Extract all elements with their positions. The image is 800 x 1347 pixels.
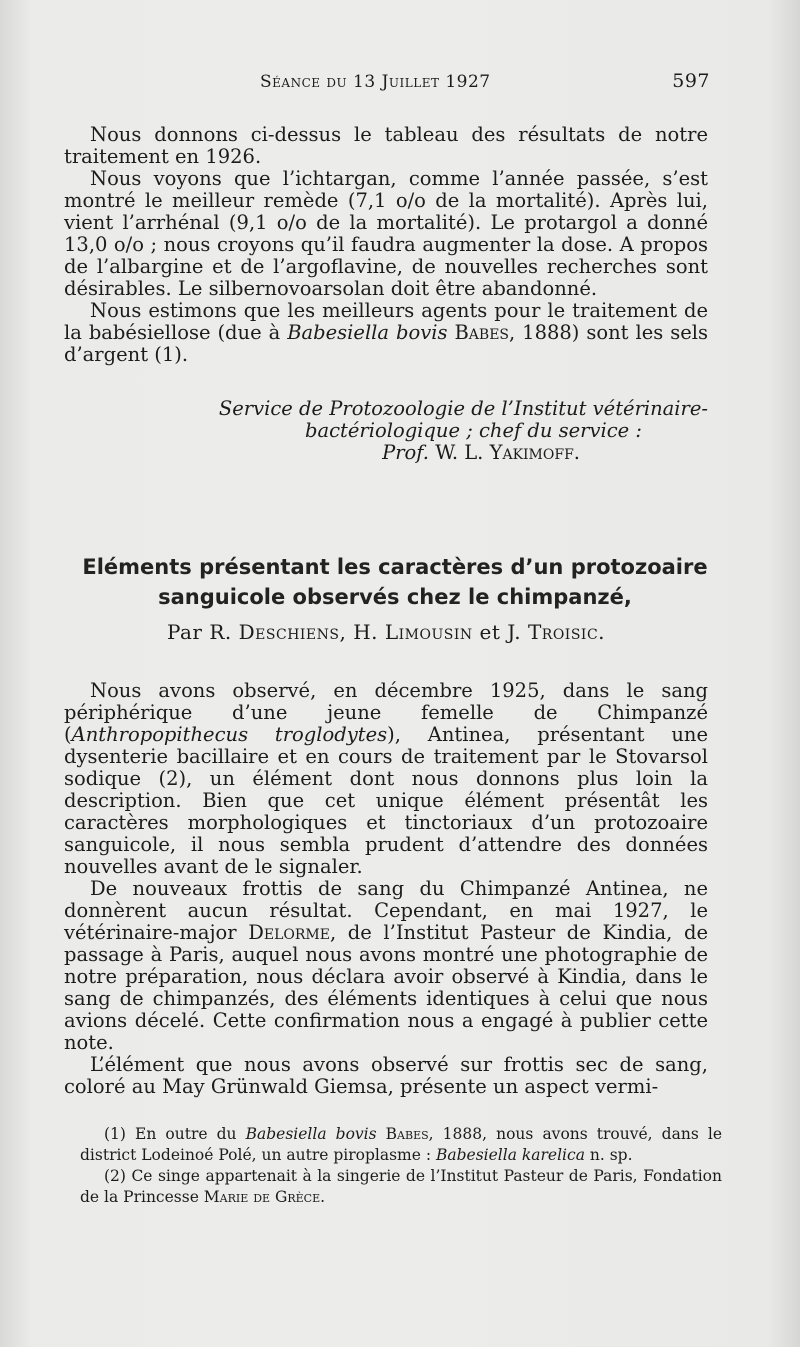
fn2-b: . bbox=[320, 1188, 326, 1206]
fn1-author: Babes bbox=[385, 1125, 429, 1143]
fn1-a: (1) En outre du bbox=[104, 1125, 246, 1143]
species-name-2: Anthropopithecus troglodytes bbox=[71, 723, 388, 746]
article-title bbox=[70, 552, 720, 612]
signature-prof: Prof. bbox=[382, 441, 429, 464]
signature-line-1: Service de Protozoologie de l’Institut vétérinaire- bbox=[218, 397, 708, 420]
para5-b: , de l’Institut Pasteur de Kindia, de passage à Paris, auquel nous avons montré une photographie de notre préparation, nous déclara avoir observé à Kindia, dans le sang de chimpanzés, des éléments identiques à celui que nous avions décelé. Cette confirmation nous a engagé à publier cette note. bbox=[64, 921, 708, 1054]
par-label: Par bbox=[166, 620, 203, 644]
section-1-text bbox=[64, 124, 708, 366]
title-line-2: sanguicole observés chez le chimpanzé, bbox=[158, 585, 632, 609]
paragraph-6: L’élément que nous avons observé sur frottis sec de sang, coloré au May Grünwald Giemsa, présente un aspect vermi- bbox=[64, 1053, 708, 1098]
author-3: J. Troisic. bbox=[507, 620, 606, 644]
para3-before: Nous estimons que les meilleurs agents pour le traitement de la babésiellose (due à bbox=[64, 299, 708, 344]
page-number: 597 bbox=[672, 70, 710, 92]
fn1-b: , 1888, nous avons trouvé, dans le district Lodeinoé Polé, un autre piroplasme : bbox=[80, 1125, 722, 1164]
para3-after: , 1888) sont les sels d’argent (1). bbox=[64, 321, 708, 366]
footnote-2 bbox=[80, 1166, 722, 1208]
et-label: et bbox=[479, 620, 501, 644]
paragraph-4 bbox=[64, 680, 708, 878]
author-2: H. Limousin bbox=[353, 620, 473, 644]
author-1: R. Deschiens, bbox=[209, 620, 347, 644]
fn1-species-2: Babesiella karelica bbox=[435, 1146, 585, 1164]
para5-a: De nouveaux frottis de sang du Chimpanzé Antinea, ne donnèrent aucun résultat. Cependant, en mai 1927, le vétérinaire-major bbox=[64, 877, 708, 944]
paragraph-2: Nous voyons que l’ichtargan, comme l’année passée, s’est montré le meilleur remède (7,1 o/o de la mortalité). Après lui, vient l’arrhénal (9,1 o/o de la mortalité). Le protargol a donné 13,0 o/o ; nous croyons qu’il faudra augmenter la dose. A propos de l’albargine et de l’argoflavine, de nouvelles recherches sont désirables. Le silbernovoarsolan doit être abandonné. bbox=[64, 167, 708, 300]
signature-line-2: bactériologique ; chef du service : bbox=[305, 419, 642, 442]
fn1-species: Babesiella bovis bbox=[245, 1125, 377, 1143]
footnotes bbox=[80, 1124, 722, 1208]
footnote-1 bbox=[80, 1124, 722, 1166]
section-2-text bbox=[64, 680, 708, 1098]
author-name: Babes bbox=[454, 321, 510, 344]
running-title: Séance du 13 Juillet 1927 bbox=[260, 72, 491, 92]
article-authors bbox=[64, 620, 708, 644]
fn1-c: n. sp. bbox=[584, 1146, 633, 1164]
title-line-1: Eléments présentant les caractères d’un protozoaire bbox=[82, 555, 708, 579]
paragraph-5 bbox=[64, 878, 708, 1054]
fn2-a: (2) Ce singe appartenait à la singerie de l’Institut Pasteur de Paris, Fondation de la Princesse bbox=[80, 1167, 722, 1206]
page-header bbox=[90, 66, 710, 96]
paragraph-1: Nous donnons ci-dessus le tableau des résultats de notre traitement en 1926. bbox=[64, 123, 708, 168]
delorme-name: Delorme bbox=[248, 921, 330, 944]
signature-name: W. L. Yakimoff. bbox=[435, 441, 580, 464]
signature-block bbox=[64, 398, 708, 464]
fn2-name: Marie de Grèce bbox=[203, 1188, 321, 1206]
para4-b: ), Antinea, présentant une dysenterie bacillaire et en cours de traitement par le Stovarsol sodique (2), un élément dont nous donnons plus loin la description. Bien que cet unique élément présentât les caractères morphologiques et tinctoriaux d’un protozoaire sanguicole, il nous sembla prudent d’attendre des données nouvelles avant de le signaler. bbox=[64, 723, 708, 878]
paragraph-3 bbox=[64, 300, 708, 366]
species-name: Babesiella bovis bbox=[287, 321, 448, 344]
para4-a: Nous avons observé, en décembre 1925, dans le sang périphérique d’une jeune femelle de Chimpanzé ( bbox=[64, 679, 708, 746]
